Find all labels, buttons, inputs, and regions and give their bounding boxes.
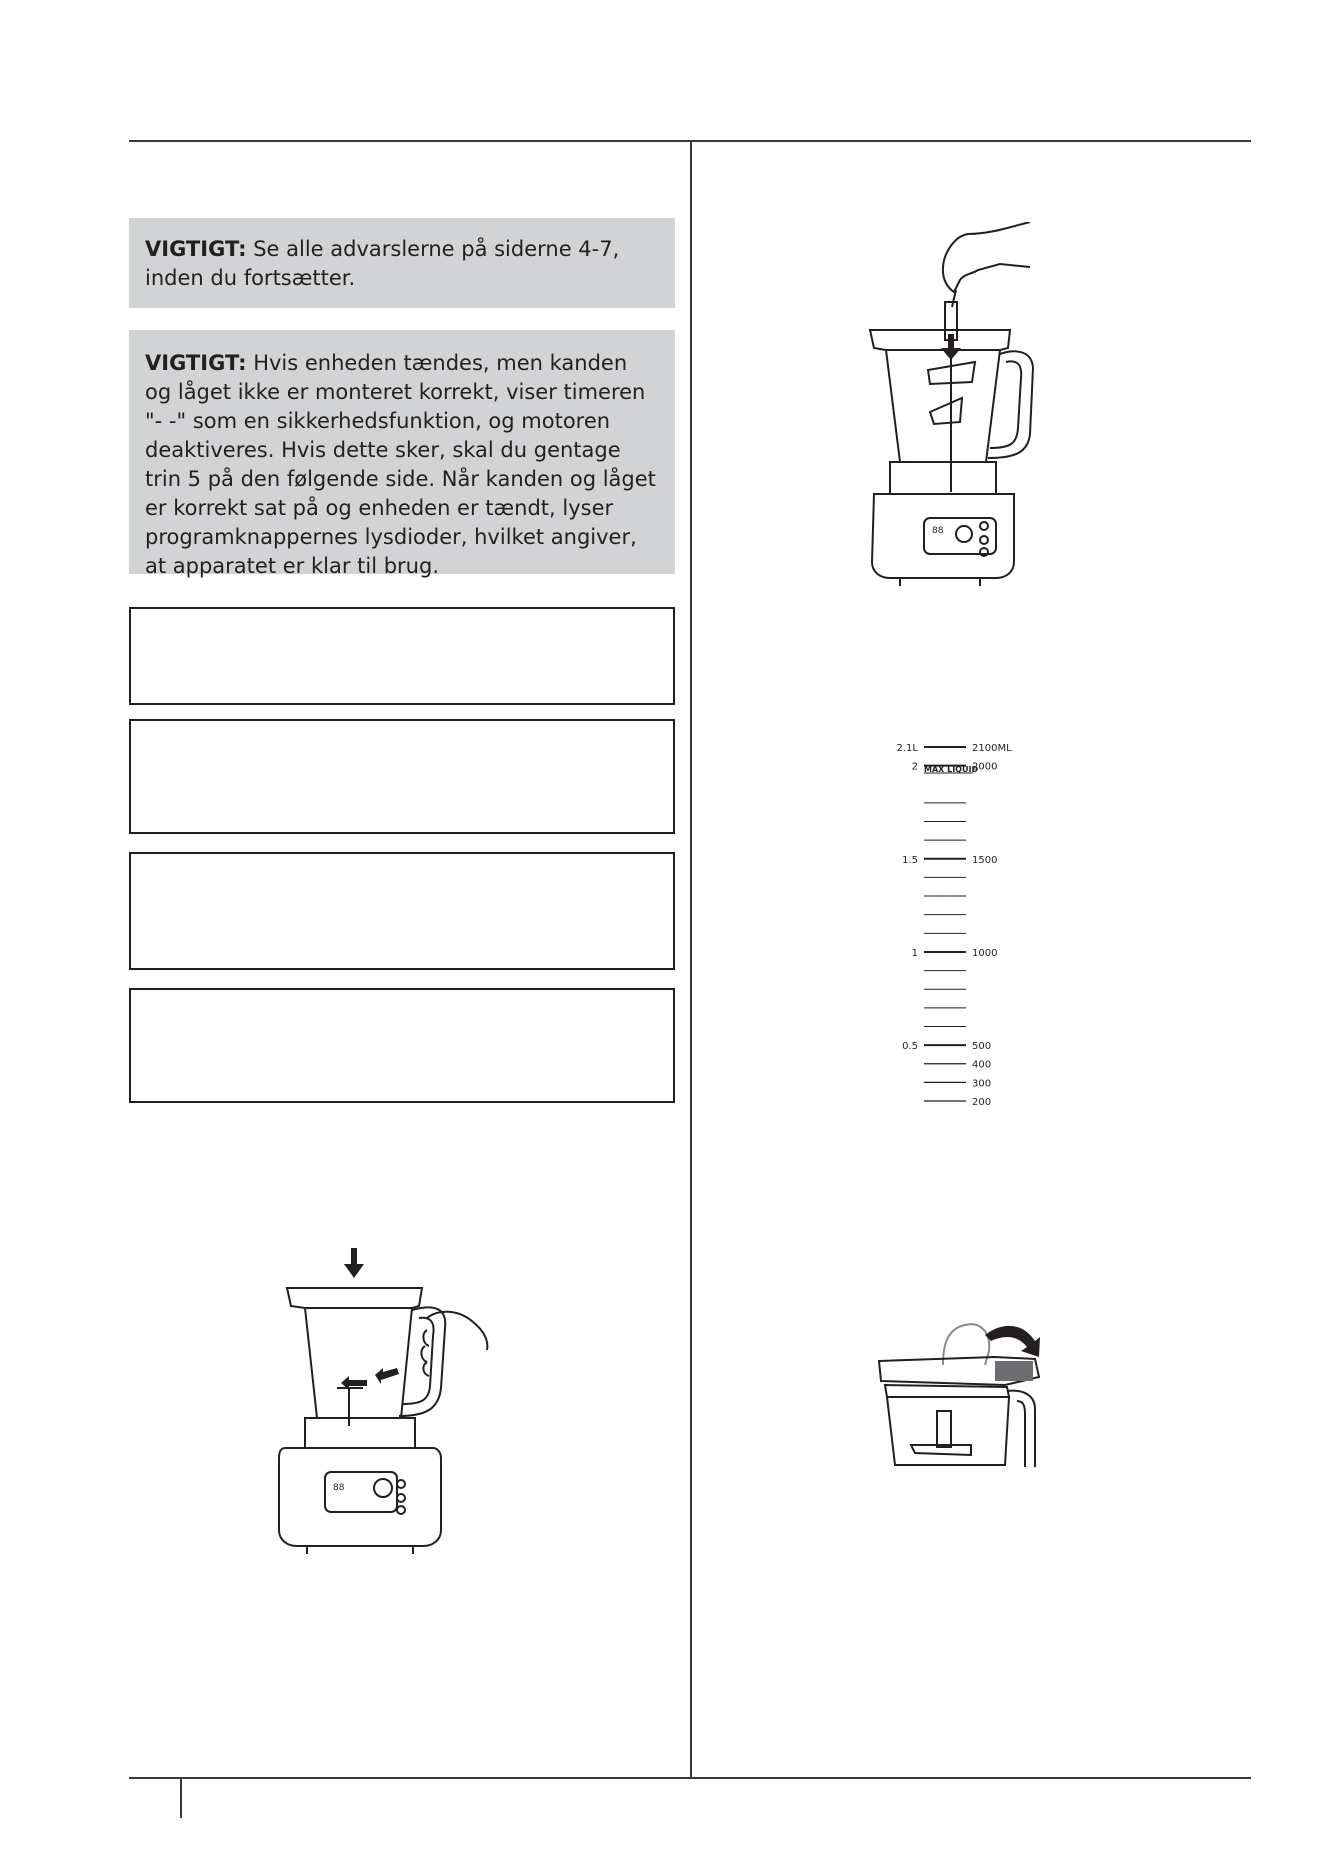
gauge-liter-label: 2.1L (896, 743, 918, 754)
gauge-ml-label: 300 (972, 1078, 992, 1090)
gauge-ml-label: 1500 (972, 854, 998, 866)
empty-text-box (129, 988, 675, 1103)
gauge-ml-label: 2000 (972, 761, 998, 773)
important-text: Hvis enheden tændes, men kanden og låget ikke er monteret korrekt, viser timeren "- -" som en sikkerhedsfunktion, og motoren deaktiveres. Hvis dette sker, skal du gentage trin 5 på den følgende side. Når kanden og låget er korrekt sat på og enheden er tændt, lyser programknappernes lysdioder, hvilket angiver, at apparatet er klar til brug. (145, 351, 656, 578)
gauge-ml-label: 1000 (972, 947, 998, 959)
gauge-liter-label: 2 (911, 761, 918, 773)
gauge-ml-label: 2100ML (972, 743, 1012, 754)
max-liquid-label: MAX LIQUID (924, 765, 979, 774)
column-divider (690, 141, 692, 1777)
display-readout: 88 (333, 1483, 345, 1493)
gauge-ml-label: 200 (972, 1097, 992, 1108)
gauge-liter-label: 0.5 (902, 1041, 918, 1053)
important-text: Se alle advarslerne på siderne 4-7, inden du fortsætter. (145, 237, 620, 290)
measurement-gauge (880, 735, 1060, 1113)
page-number-divider (180, 1778, 182, 1818)
footer-rule (129, 1777, 1251, 1779)
lid-lock-illustration (875, 1305, 1065, 1470)
display-readout: 88 (932, 526, 944, 536)
empty-text-box (129, 852, 675, 970)
important-note-warnings (129, 218, 675, 308)
important-label: VIGTIGT: (145, 237, 247, 261)
gauge-liter-label: 1.5 (902, 854, 918, 866)
empty-text-box (129, 607, 675, 705)
blade-insert-illustration (860, 222, 1060, 592)
empty-text-box (129, 719, 675, 834)
gauge-liter-label: 1 (911, 947, 918, 959)
important-note-safety (129, 330, 675, 578)
jar-placement-illustration (277, 1248, 497, 1558)
important-label: VIGTIGT: (145, 351, 247, 375)
gauge-ml-label: 500 (972, 1041, 992, 1053)
gauge-ml-label: 400 (972, 1059, 992, 1071)
